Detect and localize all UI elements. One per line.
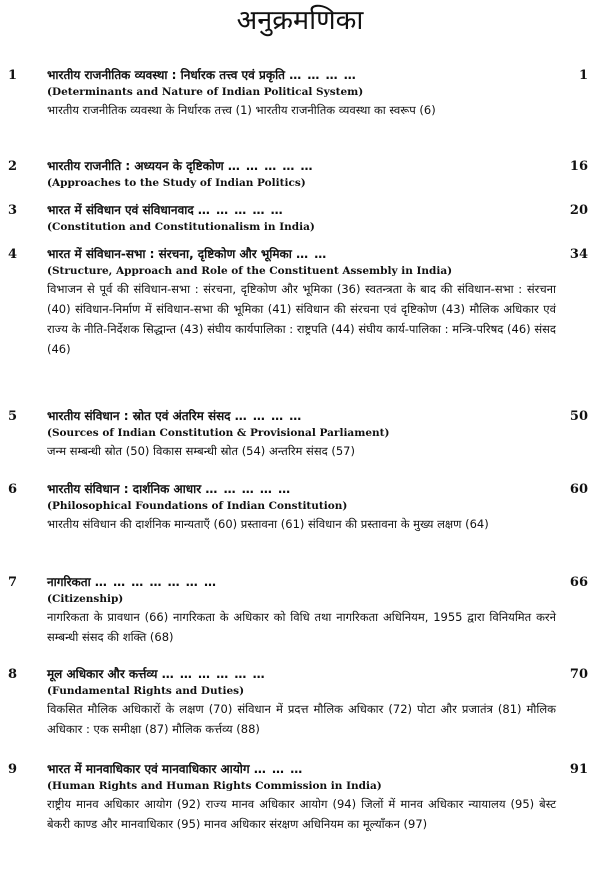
chapter-title-english: (Human Rights and Human Rights Commission in India) bbox=[47, 780, 382, 792]
page-number: 60 bbox=[569, 482, 588, 497]
page-number: 70 bbox=[569, 667, 588, 682]
chapter-title-english: (Citizenship) bbox=[47, 593, 124, 605]
chapter-title-hindi: भारतीय संविधान : स्रोत एवं अंतरिम संसद … … … … bbox=[47, 409, 303, 423]
chapter-topics: विभाजन से पूर्व की संविधान-सभा : संरचना, दृष्टिकोण और भूमिका (36) स्वतन्त्रता के बाद की संविधान-सभा : संरचना (40) संविधान-निर्माण में संविधान-सभा की भूमिका (41) संविधान की संरचना एवं दृष्टिकोण (43) मौलिक अधिकार एवं राज्य के नीति-निर्देशक सिद्धान्त (43) संघीय कार्यपालिका : राष्ट्रपति (44) संघीय कार्य-पालिका : मन्त्रि-परिषद (46) संसद (46) bbox=[47, 282, 556, 356]
chapter-number: 9 bbox=[8, 762, 18, 777]
chapter-title-english: (Determinants and Nature of Indian Political System) bbox=[47, 86, 364, 98]
chapter-number: 3 bbox=[8, 203, 18, 218]
chapter-number: 2 bbox=[8, 159, 18, 174]
chapter-title-hindi: भारतीय संविधान : दार्शनिक आधार … … … … … bbox=[47, 482, 292, 496]
leader-dots: … … … … … … bbox=[161, 667, 266, 681]
chapter-title-english: (Approaches to the Study of Indian Politics) bbox=[47, 177, 306, 189]
chapter-title-hindi: भारत में मानवाधिकार एवं मानवाधिकार आयोग … … … bbox=[47, 762, 304, 776]
page-number: 34 bbox=[569, 247, 588, 262]
leader-dots: … … … bbox=[253, 762, 304, 776]
chapter-title-hindi: भारतीय राजनीति : अध्ययन के दृष्टिकोण … … … … … bbox=[47, 159, 314, 173]
leader-dots: … … … … bbox=[289, 68, 357, 82]
leader-dots: … … … … … bbox=[227, 159, 314, 173]
chapter-title-english: (Constitution and Constitutionalism in India) bbox=[47, 221, 315, 233]
leader-dots: … … bbox=[296, 247, 328, 261]
chapter-title-english: (Sources of Indian Constitution & Provisional Parliament) bbox=[47, 427, 390, 439]
chapter-title-english: (Fundamental Rights and Duties) bbox=[47, 685, 245, 697]
chapter-topics: विकसित मौलिक अधिकारों के लक्षण (70) संविधान में प्रदत्त मौलिक अधिकार (72) पोटा और प्रजातंत्र (81) मौलिक अधिकार : एक समीक्षा (87) मौलिक कर्त्तव्य (88) bbox=[47, 702, 556, 736]
chapter-topics: राष्ट्रीय मानव अधिकार आयोग (92) राज्य मानव अधिकार आयोग (94) जिलों में मानव अधिकार न्यायालय (95) बेस्ट बेकरी काण्ड और मानवाधिकार (95) मानव अधिकार संरक्षण अधिनियम का मूल्याँकन (97) bbox=[47, 797, 556, 831]
chapter-topics: नागरिकता के प्रावधान (66) नागरिकता के अधिकार को विधि तथा नागरिकता अधिनियम, 1955 द्वारा विनियमित करने सम्बन्धी संसद की शक्ति (68) bbox=[47, 610, 556, 644]
leader-dots: … … … … … bbox=[197, 203, 284, 217]
page-title: अनुक्रमणिका bbox=[236, 5, 364, 36]
leader-dots: … … … … … bbox=[205, 482, 292, 496]
chapter-topics: जन्म सम्बन्धी स्रोत (50) विकास सम्बन्धी स्रोत (54) अन्तरिम संसद (57) bbox=[47, 444, 355, 458]
chapter-topics: भारतीय राजनीतिक व्यवस्था के निर्धारक तत्त्व (1) भारतीय राजनीतिक व्यवस्था का स्वरूप (6) bbox=[47, 103, 436, 117]
page-number: 66 bbox=[569, 575, 588, 590]
page-number: 20 bbox=[569, 203, 588, 218]
chapter-title-hindi: भारत में संविधान-सभा : संरचना, दृष्टिकोण और भूमिका … … bbox=[47, 247, 328, 261]
chapter-number: 8 bbox=[8, 667, 18, 682]
chapter-title-hindi: मूल अधिकार और कर्त्तव्य … … … … … … bbox=[47, 667, 266, 681]
chapter-number: 6 bbox=[8, 482, 18, 497]
page-number: 1 bbox=[578, 68, 588, 83]
chapter-title-english: (Philosophical Foundations of Indian Constitution) bbox=[47, 500, 348, 512]
chapter-number: 1 bbox=[8, 68, 18, 83]
chapter-number: 7 bbox=[8, 575, 18, 590]
chapter-title-hindi: भारत में संविधान एवं संविधानवाद … … … … … bbox=[47, 203, 284, 217]
page-number: 16 bbox=[569, 159, 588, 174]
chapter-title-english: (Structure, Approach and Role of the Constituent Assembly in India) bbox=[47, 265, 453, 277]
page-number: 91 bbox=[569, 762, 588, 777]
chapter-topics: भारतीय संविधान की दार्शनिक मान्यताएँ (60) प्रस्तावना (61) संविधान की प्रस्तावना के मुख्य लक्षण (64) bbox=[47, 517, 489, 531]
chapter-number: 4 bbox=[8, 247, 18, 262]
leader-dots: … … … … bbox=[234, 409, 303, 423]
page-number: 50 bbox=[569, 409, 588, 424]
chapter-title-hindi: भारतीय राजनीतिक व्यवस्था : निर्धारक तत्त्व एवं प्रकृति … … … … bbox=[47, 68, 357, 82]
chapter-number: 5 bbox=[8, 409, 18, 424]
chapter-title-hindi: नागरिकता … … … … … … … bbox=[47, 575, 217, 589]
leader-dots: … … … … … … … bbox=[94, 575, 217, 589]
